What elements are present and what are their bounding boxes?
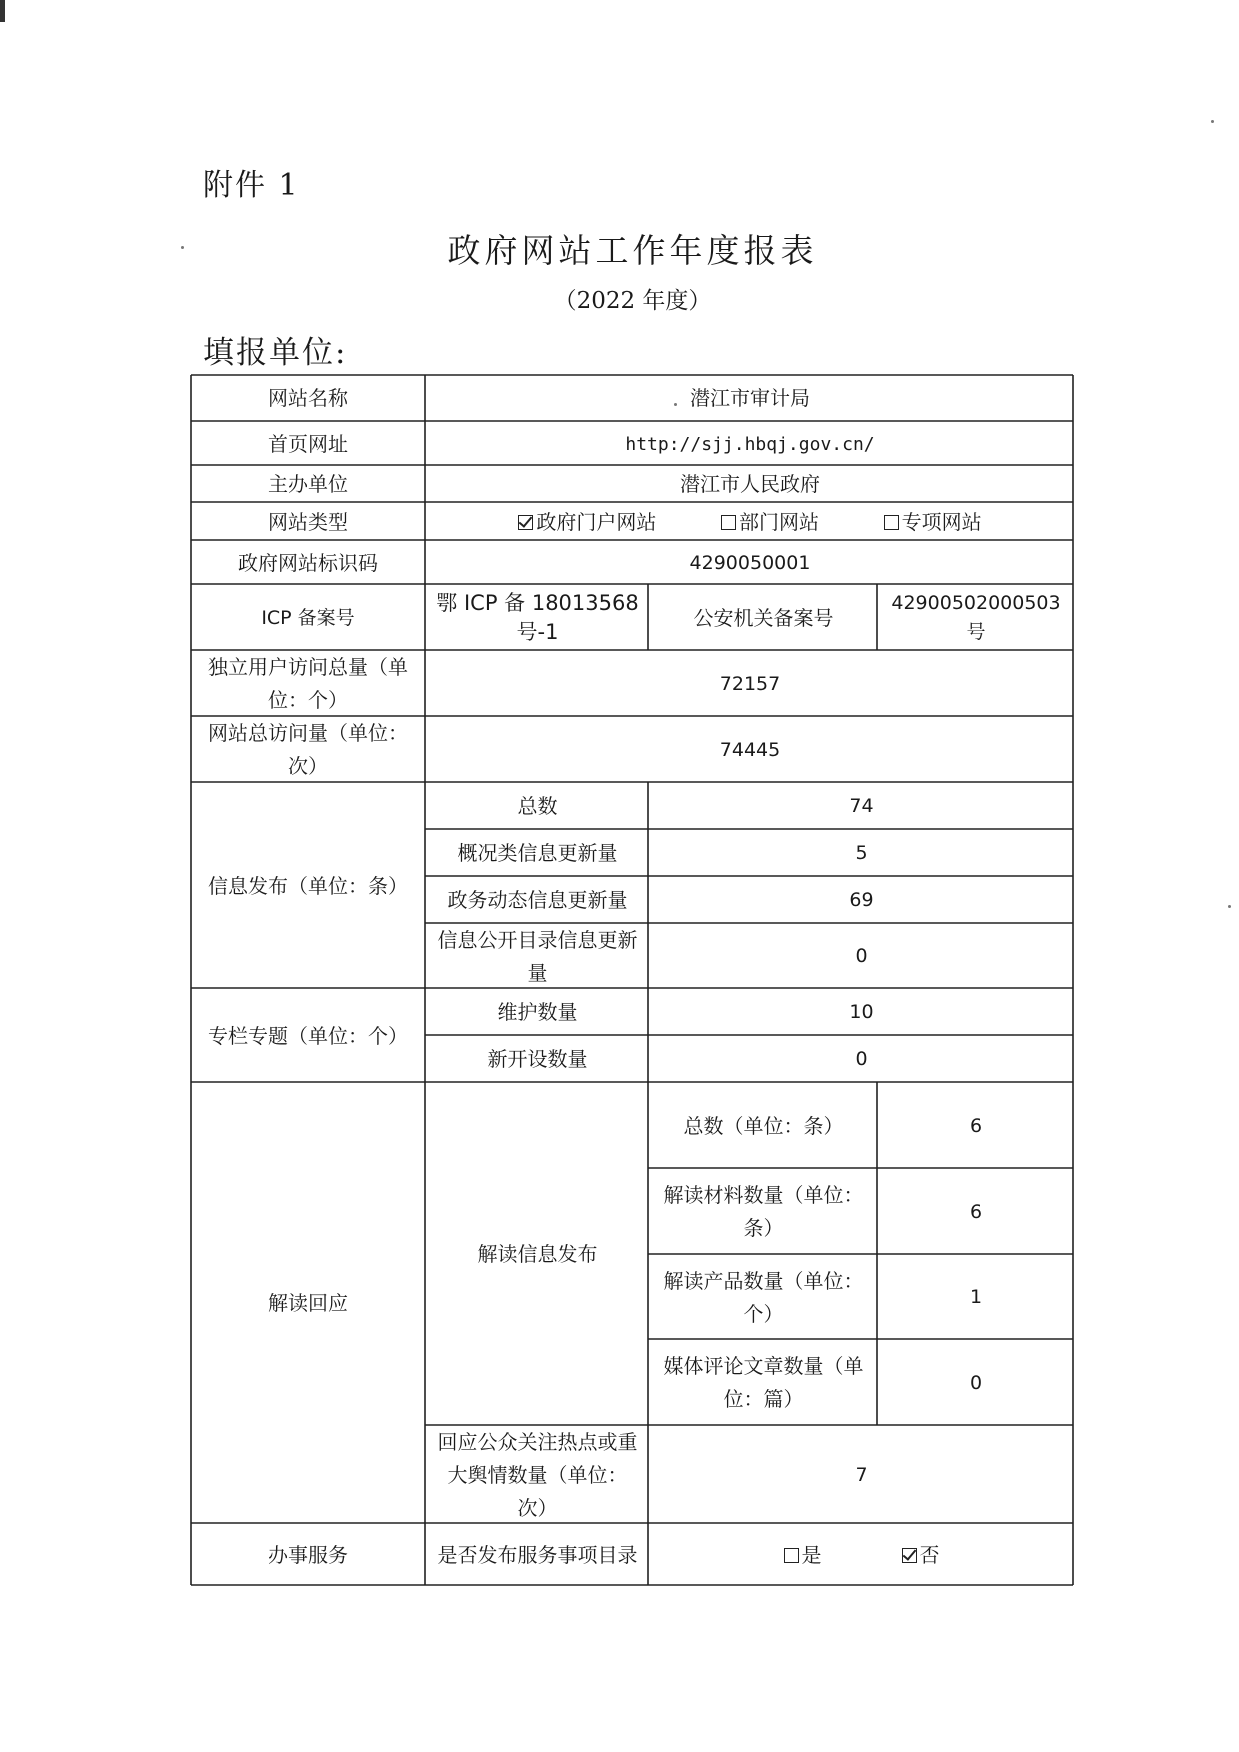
police-record-label: 公安机关备案号	[693, 605, 834, 630]
sponsor-label: 主办单位	[268, 472, 348, 496]
info-catalog-value: 0	[855, 945, 868, 967]
info-catalog-label: 信息公开目录信息更新量	[437, 927, 638, 985]
columns-maintained-value: 10	[849, 1001, 874, 1023]
interp-media-value: 0	[969, 1371, 983, 1394]
site-name-label: 网站名称	[268, 385, 348, 410]
info-overview-value: 5	[855, 842, 868, 864]
site-name-value: 潜江市审计局	[690, 385, 810, 410]
info-total-label: 总数	[517, 794, 558, 818]
columns-maintained-label: 维护数量	[497, 1000, 578, 1024]
columns-new-value: 0	[855, 1048, 868, 1070]
report-table	[190, 374, 1075, 1586]
service-option-no[interactable]: 否	[902, 1539, 940, 1572]
gov-id-value: 4290050001	[689, 551, 811, 574]
columns-label: 专栏专题（单位：个）	[208, 1023, 408, 1048]
gov-id-label: 政府网站标识码	[238, 550, 378, 575]
interpretation-publish-label: 解读信息发布	[477, 1242, 598, 1266]
checkbox-empty-icon	[784, 1548, 799, 1563]
checkbox-checked-icon	[518, 515, 533, 530]
total-visits-label: 网站总访问量（单位：次）	[208, 721, 408, 778]
site-type-option-department[interactable]: 部门网站	[721, 506, 819, 539]
reporting-unit-label: 填报单位:	[203, 335, 348, 371]
interp-total-label: 总数（单位：条）	[683, 1113, 844, 1138]
scan-edge-mark	[0, 0, 5, 22]
report-title: 政府网站工作年度报表	[447, 231, 818, 270]
info-dynamics-value: 69	[849, 889, 874, 911]
homepage-label: 首页网址	[268, 431, 348, 456]
info-overview-label: 概况类信息更新量	[457, 841, 618, 865]
service-options	[649, 1524, 1074, 1586]
response-hotspot-value: 7	[855, 1463, 868, 1486]
info-dynamics-label: 政务动态信息更新量	[447, 888, 628, 912]
sponsor-value: 潜江市人民政府	[680, 472, 820, 496]
attachment-label: 附件 1	[203, 168, 300, 203]
service-label: 办事服务	[268, 1542, 348, 1567]
site-type-option-special[interactable]: 专项网站	[884, 506, 982, 539]
scan-speck	[1228, 905, 1231, 908]
site-type-options	[426, 503, 1074, 541]
response-hotspot-label: 回应公众关注热点或重大舆情数量（单位：次）	[437, 1429, 638, 1520]
checkbox-empty-icon	[884, 515, 899, 530]
site-type-option-portal[interactable]: 政府门户网站	[518, 506, 656, 539]
homepage-url: http://sjj.hbqj.gov.cn/	[625, 433, 875, 455]
interp-product-label: 解读产品数量（单位：个）	[663, 1268, 864, 1326]
interp-media-label: 媒体评论文章数量（单位：篇）	[663, 1354, 864, 1411]
info-publish-label: 信息发布（单位：条）	[208, 873, 408, 898]
service-option-yes[interactable]: 是	[784, 1539, 822, 1572]
info-total-value: 74	[849, 795, 874, 817]
interp-product-value: 1	[969, 1286, 983, 1308]
report-year: （2022 年度）	[553, 288, 712, 314]
service-catalog-question: 是否发布服务事项目录	[437, 1542, 638, 1567]
site-type-label: 网站类型	[268, 509, 348, 534]
interp-material-label: 解读材料数量（单位：条）	[663, 1183, 864, 1240]
columns-new-label: 新开设数量	[487, 1047, 588, 1071]
total-visits-value: 74445	[719, 738, 781, 761]
unique-visitors-value: 72157	[719, 672, 781, 695]
interp-material-value: 6	[969, 1200, 983, 1223]
police-record-value: 42900502000503号	[891, 592, 1061, 643]
interpretation-label: 解读回应	[268, 1291, 348, 1315]
icp-label: ICP 备案号	[261, 606, 355, 629]
checkbox-checked-icon	[902, 1548, 917, 1563]
scan-speck	[1211, 120, 1214, 123]
interp-total-value: 6	[969, 1114, 983, 1137]
checkbox-empty-icon	[721, 515, 736, 530]
unique-visitors-label: 独立用户访问总量（单位：个）	[208, 655, 408, 712]
icp-value: 鄂 ICP 备 18013568号-1	[436, 591, 639, 644]
